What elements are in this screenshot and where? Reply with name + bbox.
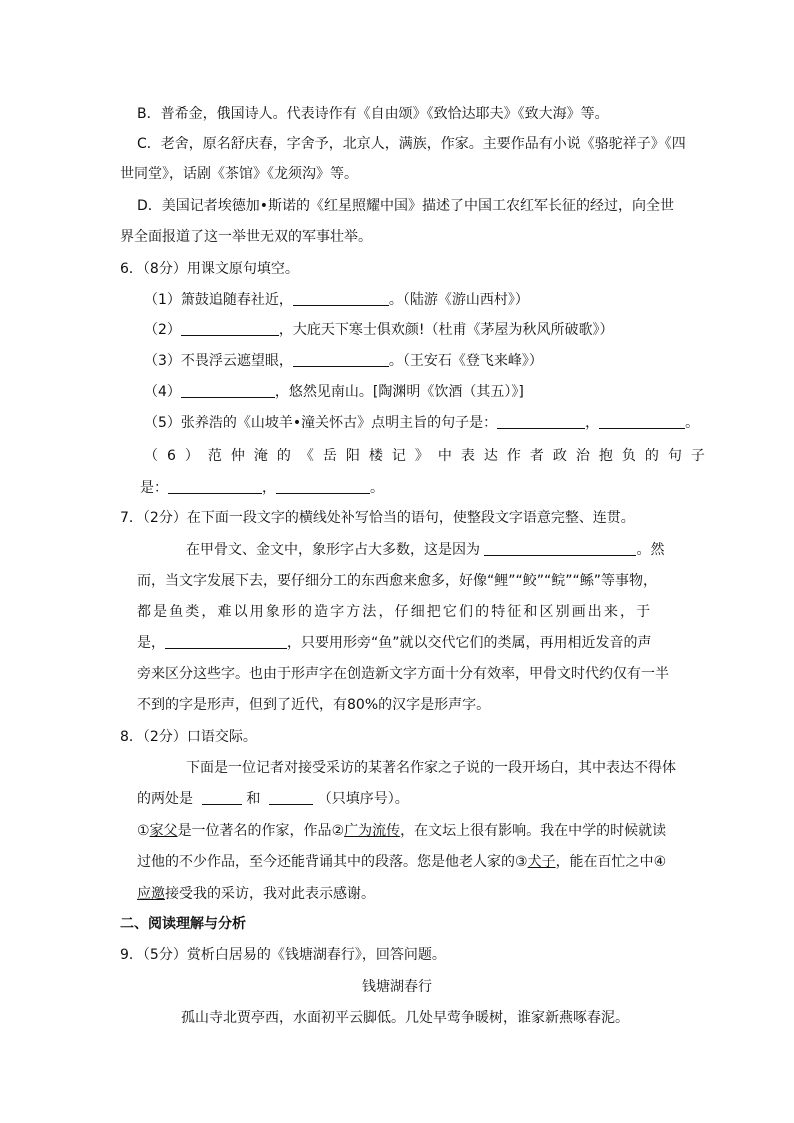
q8-stem: 8．（2分）口语交际。	[120, 729, 257, 745]
q5-option-b: B．普希金，俄国诗人。代表诗作有《自由颂》《致恰达耶夫》《致大海》等。	[137, 106, 609, 122]
q5-option-d-line2: 界全面报道了这一举世无双的军事壮举。	[120, 229, 372, 245]
q5-option-c-line1: C．老舍，原名舒庆春，字舍予，北京人，满族，作家。主要作品有小说《骆驼祥子》《四	[137, 136, 686, 152]
q9-stem: 9．（5分）赏析白居易的《钱塘湖春行》，回答问题。	[120, 947, 446, 963]
q6-item-1-source: 。（陆游《游山西村》）	[388, 292, 529, 308]
q8-text: 的两处是	[137, 791, 193, 807]
answer-blank[interactable]	[181, 383, 275, 398]
poem-title: 钱塘湖春行	[362, 979, 432, 995]
q5-option-d-line1: D．美国记者埃德加•斯诺的《红星照耀中国》描述了中国工农红军长征的经过，向全世	[137, 198, 675, 214]
q6-stem: 6．（8分）用课文原句填空。	[120, 261, 299, 277]
answer-blank[interactable]	[293, 291, 389, 306]
q6-item-3-text: （3）不畏浮云遮望眼，	[144, 353, 293, 369]
answer-blank[interactable]	[165, 634, 287, 649]
q8-intro-line1: 下面是一位记者对接受采访的某著名作家之子说的一段开场白，其中表达不得体	[186, 760, 676, 776]
answer-blank[interactable]	[293, 352, 389, 367]
q8-text: （只填序号）。	[317, 791, 409, 807]
q5-option-c-line2: 世同堂》，话剧《茶馆》《龙须沟》等。	[120, 166, 358, 182]
answer-blank[interactable]	[497, 414, 585, 429]
q6-item-5	[144, 413, 794, 433]
q6-item-1	[144, 290, 794, 310]
answer-blank[interactable]	[599, 414, 685, 429]
answer-blank[interactable]	[168, 479, 262, 494]
q7-text: ，只要用形旁“鱼”就以交代它们的类属，再用相近发音的声	[287, 635, 652, 651]
q6-item-4-text: ，悠然见南山。[陶渊明《饮酒（其五）》]	[274, 384, 524, 400]
q7-paragraph-line5: 旁来区分这些字。也由于形声字在创造新文字方面十分有效率，甲骨文时代约仅有一半	[137, 666, 669, 682]
q8-text: 和	[246, 791, 261, 807]
q7-paragraph-line6: 不到的字是形声，但到了近代，有80%的汉字是形声字。	[137, 697, 491, 713]
q8-passage-text: ，在文坛上很有影响。我在中学的时候就读	[400, 823, 667, 839]
q8-passage-line3	[137, 884, 794, 904]
section-title: 二、阅读理解与分析	[120, 916, 246, 932]
q6-item-3	[144, 351, 794, 371]
q6-item-5-end: 。	[685, 415, 700, 431]
q6-item-6-label: 是：	[140, 480, 168, 496]
q6-item-3-source: 。（王安石《登飞来峰》）	[388, 353, 543, 369]
circled-number-3: ③	[515, 854, 528, 870]
q8-passage-text: ，能在百忙之中	[555, 854, 654, 870]
answer-blank[interactable]	[269, 790, 313, 805]
q7-text: 是，	[137, 635, 165, 651]
answer-blank[interactable]	[276, 479, 370, 494]
answer-blank[interactable]	[181, 321, 279, 336]
q7-paragraph-line4	[137, 633, 794, 653]
q7-text: 。然	[636, 542, 665, 558]
answer-blank[interactable]	[484, 541, 636, 556]
q6-item-5-text: （5）张养浩的《山坡羊•潼关怀古》点明主旨的句子是：	[144, 415, 498, 431]
q8-passage-text: 接受我的采访，我对此表示感谢。	[165, 886, 375, 902]
q6-item-2-number: （2）	[144, 322, 181, 338]
circled-number-2: ②	[331, 823, 345, 839]
q6-item-6-line1: （6）范仲淹的《岳阳楼记》中表达作者政治抱负的句子	[144, 448, 714, 464]
q6-item-4	[144, 382, 794, 402]
q6-item-4-number: （4）	[144, 384, 181, 400]
underlined-word-2: 广为流传	[344, 823, 401, 839]
circled-number-1: ①	[137, 823, 150, 839]
poem-line-1: 孤山寺北贾亭西，水面初平云脚低。几处早莺争暖树，谁家新燕啄春泥。	[181, 1010, 629, 1026]
q7-text: 在甲骨文、金文中，象形字占大多数，这是因为	[186, 542, 480, 558]
q6-item-6-separator: ，	[262, 480, 276, 496]
q6-item-6-end: 。	[370, 480, 384, 496]
q8-passage-text: 是一位著名的作家，作品	[177, 823, 332, 839]
underlined-word-1: 家父	[149, 823, 178, 839]
q7-paragraph-line2: 而，当文字发展下去，要仔细分工的东西愈来愈多，好像“鲤”“鲛”“鲩”“鲧”等事物，	[137, 573, 658, 589]
answer-blank[interactable]	[202, 790, 242, 805]
q7-stem: 7．（2分）在下面一段文字的横线处补写恰当的语句，使整段文字语意完整、连贯。	[120, 510, 635, 526]
q8-passage-line2	[137, 852, 794, 872]
q8-passage-text: 过他的不少作品，至今还能背诵其中的段落。您是他老人家的	[137, 854, 515, 870]
q8-intro-line2	[137, 789, 794, 809]
underlined-word-4: 应邀	[137, 886, 165, 902]
q6-item-6-line2	[140, 478, 794, 498]
underlined-word-3: 犬子	[527, 854, 556, 870]
q6-item-2-text: ，大庇天下寒士俱欢颜!（杜甫《茅屋为秋风所破歌》）	[278, 322, 614, 338]
q7-paragraph-line3: 都是鱼类，难以用象形的造字方法，仔细把它们的特征和区别画出来，于	[137, 604, 653, 620]
circled-number-4: ④	[653, 854, 667, 870]
q7-paragraph-line1	[186, 540, 794, 560]
q6-item-5-separator: ，	[585, 415, 600, 431]
q6-item-2	[144, 320, 794, 340]
q6-item-1-text: （1）箫鼓追随春社近，	[144, 292, 293, 308]
q8-passage-line1	[137, 821, 794, 841]
